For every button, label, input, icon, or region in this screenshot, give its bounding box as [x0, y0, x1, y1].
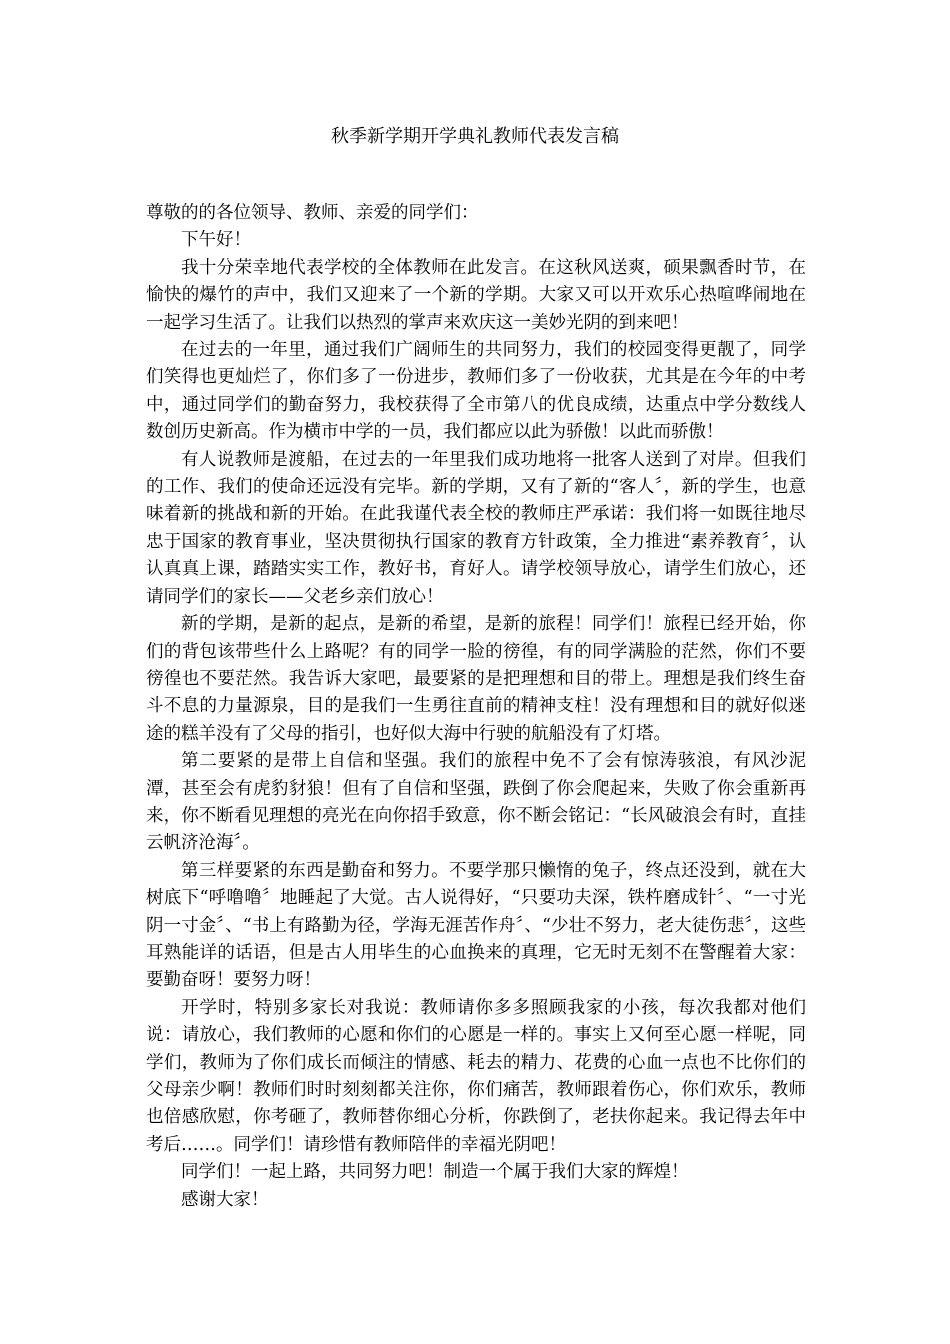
salutation: 尊敬的的各位领导、教师、亲爱的同学们： [146, 203, 479, 223]
document-body [146, 200, 806, 1214]
body-paragraph: 第三样要紧的东西是勤奋和努力。不要学那只懒惰的兔子，终点还没到，就在大树底下“呼噜噜〞地睡起了大觉。古人说得好，“只要功夫深，铁杵磨成针〞、“一寸光阴一寸金〞、“书上有路勤为径，学海无涯苦作舟〞、“少壮不努力，老大徒伤悲〞，这些耳熟能详的话语，但是古人用毕生的心血换来的真理，它无时无刻不在警醒着大家：要勤奋呀！要努力呀！ [146, 860, 806, 991]
body-paragraph: 在过去的一年里，通过我们广阔师生的共同努力，我们的校园变得更靓了，同学们笑得也更灿烂了，你们多了一份进步，教师们多了一份收获，尤其是在今年的中考中，通过同学们的勤奋努力，我校获得了全市第八的优良成绩，达重点中学分数线人数创历史新高。作为横市中学的一员，我们都应以此为骄傲！以此而骄傲！ [146, 340, 806, 443]
closing-paragraph: 感谢大家！ [181, 1189, 269, 1210]
body-paragraph: 第二要紧的是带上自信和坚强。我们的旅程中免不了会有惊涛骇浪，有风沙泥潭，甚至会有虎豹豺狼！但有了自信和坚强，跌倒了你会爬起来，失败了你会重新再来，你不断看见理想的亮光在向你招手致意，你不断会铭记：“长风破浪会有时，直挂云帆济沧海〞。 [146, 751, 806, 854]
body-paragraph: 开学时，特别多家长对我说：教师请你多多照顾我家的小孩，每次我都对他们说：请放心，我们教师的心愿和你们的心愿是一样的。事实上又何至心愿一样呢，同学们，教师为了你们成长而倾注的情感、耗去的精力、花费的心血一点也不比你们的父母亲少啊！教师们时时刻刻都关注你，你们痛苦，教师跟着伤心，你们欢乐，教师也倍感欣慰，你考砸了，教师替你细心分析，你跌倒了，老扶你起来。我记得去年中考后……。同学们！请珍惜有教师陪伴的幸福光阴吧！ [146, 997, 806, 1155]
document-title: 秋季新学期开学典礼教师代表发言稿 [331, 126, 619, 147]
body-paragraph: 有人说教师是渡船，在过去的一年里我们成功地将一批客人送到了对岸。但我们的工作、我们的使命还远没有完毕。新的学期，又有了新的“客人〞，新的学生，也意味着新的挑战和新的开始。在此我谨代表全校的教师庄严承诺：我们将一如既往地尽忠于国家的教育事业，坚决贯彻执行国家的教育方针政策，全力推进“素养教育〞，认认真真上课，踏踏实实工作，教好书，育好人。请学校领导放心，请学生们放心，还请同学们的家长——父老乡亲们放心！ [146, 449, 806, 607]
body-paragraph: 同学们！一起上路，共同努力吧！制造一个属于我们大家的辉煌！ [181, 1162, 689, 1183]
body-paragraph: 我十分荣幸地代表学校的全体教师在此发言。在这秋风送爽，硕果飘香时节，在愉快的爆竹的声中，我们又迎来了一个新的学期。大家又可以开欢乐心热喧哗闹地在一起学习生活了。让我们以热烈的掌声来欢庆这一美妙光阴的到来吧！ [146, 257, 806, 333]
greeting-paragraph: 下午好！ [181, 230, 251, 251]
body-paragraph: 新的学期，是新的起点，是新的希望，是新的旅程！同学们！旅程已经开始，你们的背包该带些什么上路呢？有的同学一脸的徬徨，有的同学满脸的茫然，你们不要徬徨也不要茫然。我告诉大家吧，最要紧的是把理想和目的带上。理想是我们终生奋斗不息的力量源泉，目的是我们一生勇往直前的精神支柱！没有理想和目的就好似迷途的糕羊没有了父母的指引，也好似大海中行驶的航船没有了灯塔。 [146, 614, 806, 744]
